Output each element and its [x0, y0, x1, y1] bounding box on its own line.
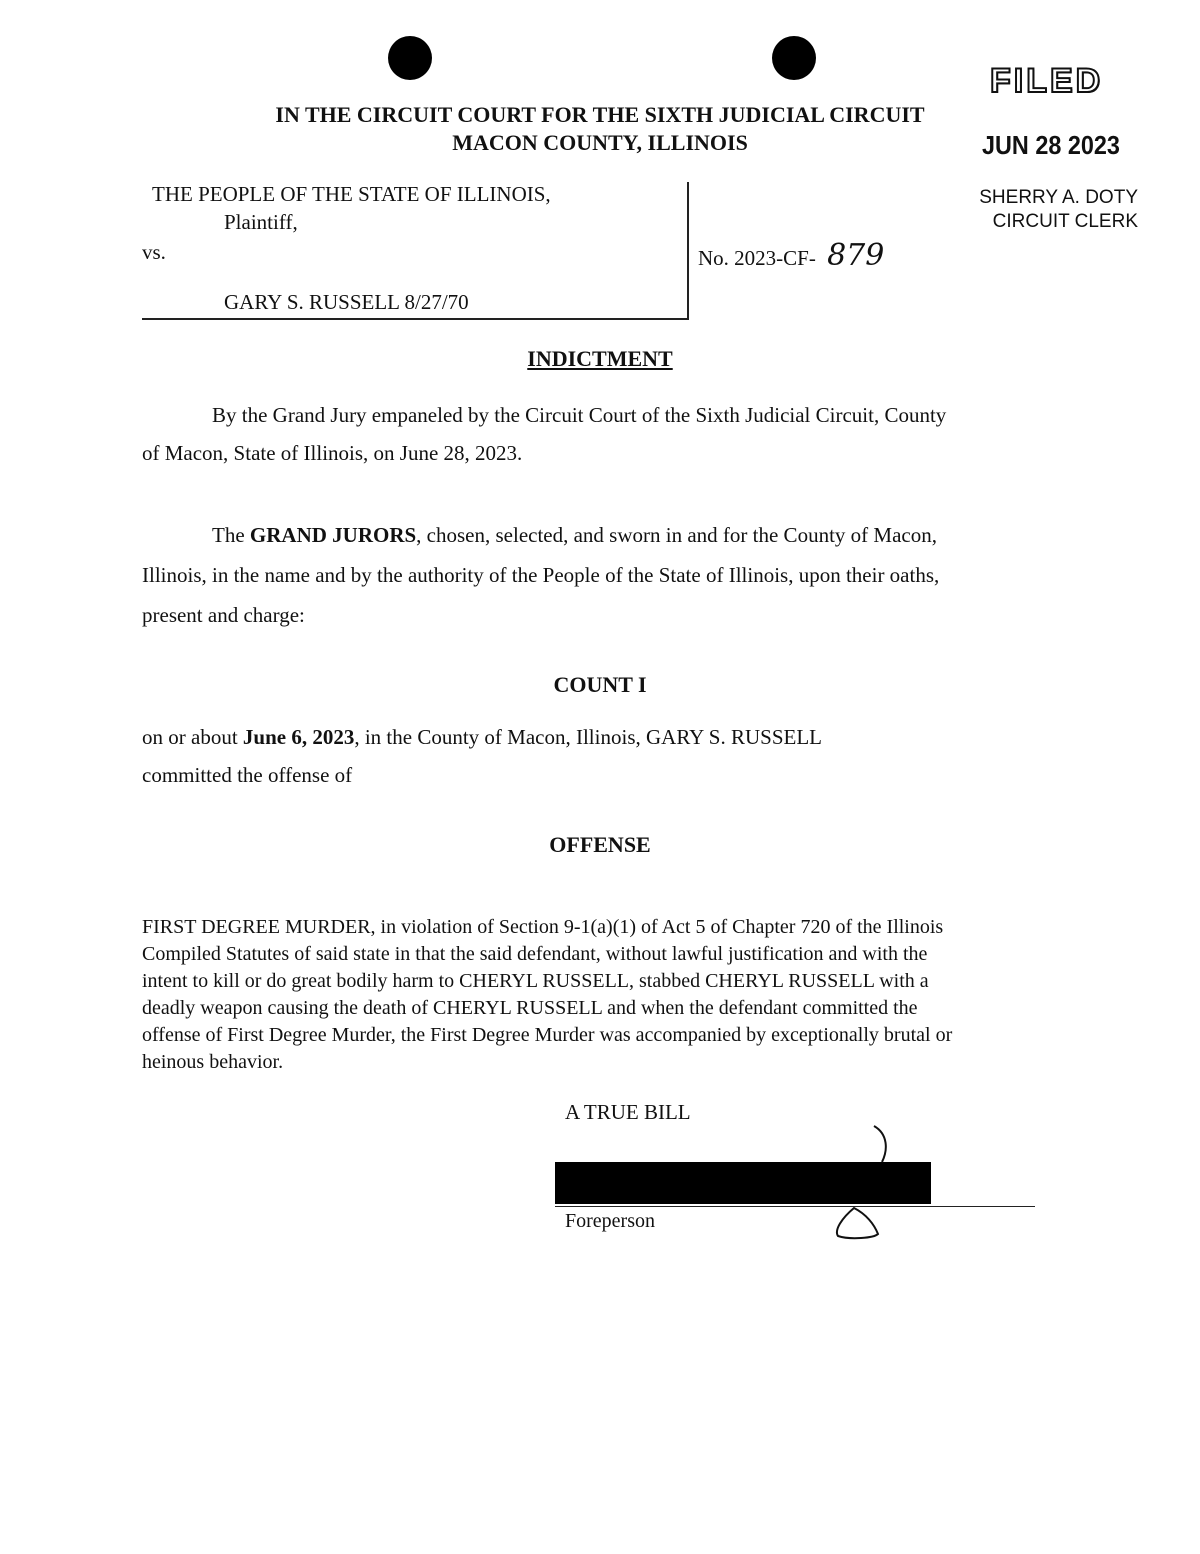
jurors-bold: GRAND JURORS	[249, 523, 417, 547]
plaintiff-role: Plaintiff,	[224, 210, 298, 234]
case-number-handwritten: 879	[827, 238, 885, 273]
count-pre: on or about	[142, 725, 243, 749]
offense-heading: OFFENSE	[549, 832, 651, 857]
offense-description	[142, 914, 1062, 1076]
offense-line: deadly weapon causing the death of CHERYL RUSSELL and when the defendant committed the	[142, 997, 918, 1019]
case-number	[698, 238, 884, 273]
defendant-name: GARY S. RUSSELL 8/27/70	[224, 290, 469, 314]
punch-hole-left	[388, 36, 432, 80]
case-number-prefix: No. 2023-CF-	[698, 246, 816, 270]
signature-scribble	[830, 1120, 890, 1244]
count-rest: , in the County of Macon, Illinois, GARY S. RUSSELL	[354, 725, 822, 749]
intro-line-1: By the Grand Jury empaneled by the Circuit Court of the Sixth Judicial Circuit, County	[212, 403, 947, 427]
court-county: MACON COUNTY, ILLINOIS	[452, 130, 748, 155]
jurors-rest: , chosen, selected, and sworn in and for the County of Macon,	[416, 523, 937, 547]
signature-line	[555, 1206, 1035, 1207]
punch-hole-right	[772, 36, 816, 80]
offense-line: heinous behavior.	[142, 1051, 284, 1073]
clerk-title: CIRCUIT CLERK	[992, 211, 1138, 232]
jurors-line-1	[212, 516, 937, 555]
intro-line-2: of Macon, State of Illinois, on June 28, 2023.	[142, 441, 523, 465]
signature-stroke-bottom	[837, 1208, 878, 1238]
offense-line: offense of First Degree Murder, the First Degree Murder was accompanied by exceptionally brutal or	[142, 1024, 953, 1046]
jurors-line-3: present and charge:	[142, 603, 305, 627]
count-line-1	[142, 718, 822, 757]
caption-underline	[142, 318, 689, 320]
offense-line: FIRST DEGREE MURDER, in violation of Section 9-1(a)(1) of Act 5 of Chapter 720 of the Illinois	[142, 916, 944, 938]
filed-date: JUN 28 2023	[982, 130, 1120, 160]
jurors-line-2: Illinois, in the name and by the authority of the People of the State of Illinois, upon their oaths,	[142, 563, 940, 587]
count-line-2: committed the offense of	[142, 763, 353, 787]
plaintiff-name: THE PEOPLE OF THE STATE OF ILLINOIS,	[152, 182, 551, 206]
document-title: INDICTMENT	[527, 346, 673, 371]
filed-stamp: FILED	[990, 62, 1104, 100]
court-name: IN THE CIRCUIT COURT FOR THE SIXTH JUDICIAL CIRCUIT	[275, 102, 925, 127]
true-bill-label: A TRUE BILL	[565, 1100, 691, 1124]
offense-line: intent to kill or do great bodily harm to CHERYL RUSSELL, stabbed CHERYL RUSSELL with a	[142, 970, 929, 992]
offense-line: Compiled Statutes of said state in that the said defendant, without lawful justification and with the	[142, 943, 928, 965]
count-heading: COUNT I	[553, 672, 647, 697]
caption-divider	[687, 182, 689, 320]
foreperson-label: Foreperson	[565, 1210, 655, 1232]
versus-label: vs.	[142, 240, 166, 264]
count-date: June 6, 2023	[242, 725, 355, 749]
jurors-pre: The	[212, 523, 250, 547]
clerk-block	[930, 186, 1138, 234]
clerk-name: SHERRY A. DOTY	[979, 187, 1138, 208]
signature-stroke-top	[874, 1126, 886, 1162]
